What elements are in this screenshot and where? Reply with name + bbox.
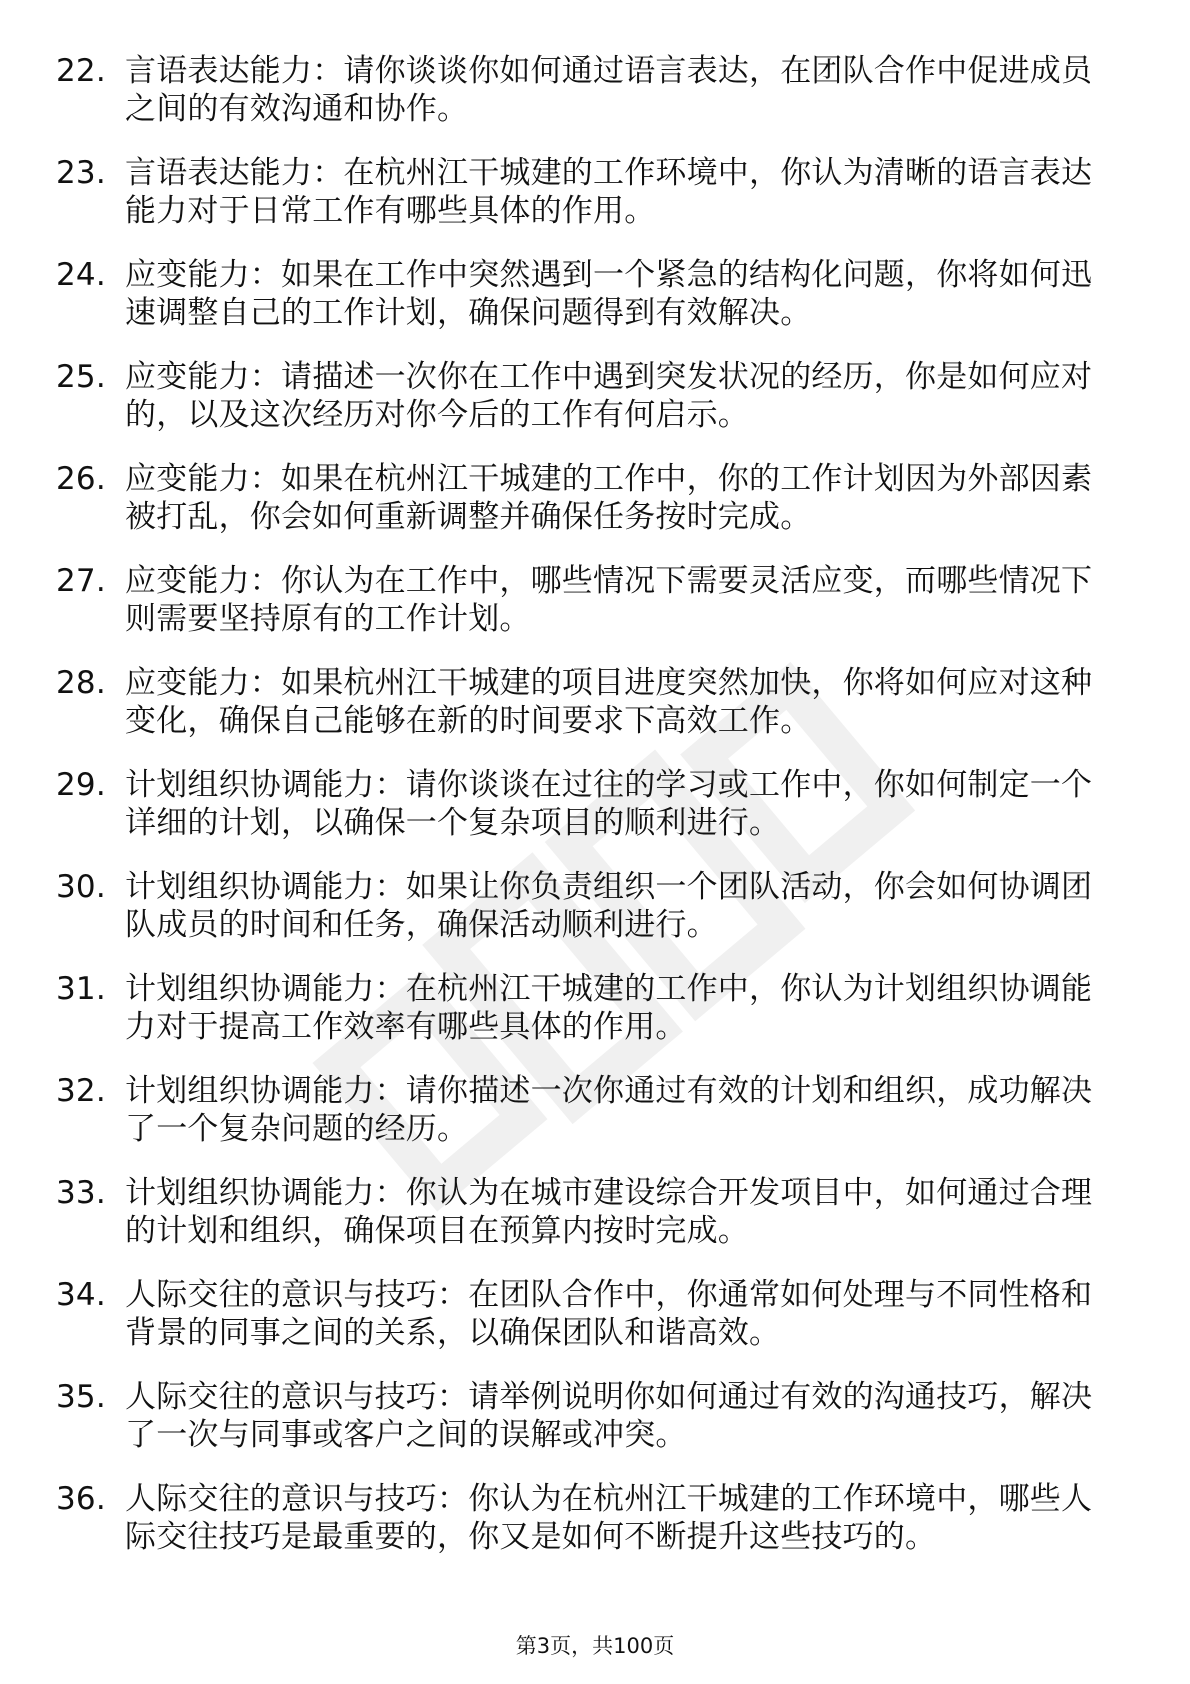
question-text: 应变能力：如果在工作中突然遇到一个紧急的结构化问题，你将如何迅速调整自己的工作计划，确保问题得到有效解决。 — [125, 257, 1093, 331]
question-number: 32. — [56, 1073, 106, 1109]
list-item — [56, 358, 1116, 434]
question-text: 应变能力：如果杭州江干城建的项目进度突然加快，你将如何应对这种变化，确保自己能够在新的时间要求下高效工作。 — [125, 665, 1093, 739]
list-item — [56, 1480, 1116, 1556]
list-item — [56, 154, 1116, 230]
question-number: 22. — [56, 53, 106, 89]
question-number: 30. — [56, 869, 106, 905]
question-text: 应变能力：你认为在工作中，哪些情况下需要灵活应变，而哪些情况下则需要坚持原有的工作计划。 — [125, 563, 1093, 637]
question-text: 计划组织协调能力：请你谈谈在过往的学习或工作中，你如何制定一个详细的计划，以确保一个复杂项目的顺利进行。 — [125, 767, 1093, 841]
question-number: 26. — [56, 461, 106, 497]
question-text: 计划组织协调能力：在杭州江干城建的工作中，你认为计划组织协调能力对于提高工作效率有哪些具体的作用。 — [125, 971, 1093, 1045]
question-number: 34. — [56, 1277, 106, 1313]
list-item — [56, 256, 1116, 332]
question-text: 言语表达能力：请你谈谈你如何通过语言表达，在团队合作中促进成员之间的有效沟通和协作。 — [125, 53, 1093, 127]
list-item — [56, 562, 1116, 638]
list-item — [56, 52, 1116, 128]
question-text: 应变能力：如果在杭州江干城建的工作中，你的工作计划因为外部因素被打乱，你会如何重新调整并确保任务按时完成。 — [125, 461, 1093, 535]
list-item — [56, 1276, 1116, 1352]
list-item — [56, 460, 1116, 536]
question-text: 计划组织协调能力：如果让你负责组织一个团队活动，你会如何协调团队成员的时间和任务，确保活动顺利进行。 — [125, 869, 1093, 943]
question-text: 人际交往的意识与技巧：在团队合作中，你通常如何处理与不同性格和背景的同事之间的关系，以确保团队和谐高效。 — [125, 1277, 1093, 1351]
list-item — [56, 868, 1116, 944]
question-text: 应变能力：请描述一次你在工作中遇到突发状况的经历，你是如何应对的，以及这次经历对你今后的工作有何启示。 — [125, 359, 1093, 433]
question-number: 33. — [56, 1175, 106, 1211]
page-footer-label: 第3页，共100页 — [515, 1634, 675, 1658]
list-item — [56, 664, 1116, 740]
question-number: 23. — [56, 155, 106, 191]
question-number: 27. — [56, 563, 106, 599]
question-number: 25. — [56, 359, 106, 395]
question-text: 计划组织协调能力：请你描述一次你通过有效的计划和组织，成功解决了一个复杂问题的经历。 — [125, 1073, 1093, 1147]
question-list — [56, 52, 1116, 1582]
question-number: 36. — [56, 1481, 106, 1517]
list-item — [56, 1072, 1116, 1148]
list-item — [56, 766, 1116, 842]
question-text: 言语表达能力：在杭州江干城建的工作环境中，你认为清晰的语言表达能力对于日常工作有哪些具体的作用。 — [125, 155, 1093, 229]
question-number: 29. — [56, 767, 106, 803]
question-text: 人际交往的意识与技巧：请举例说明你如何通过有效的沟通技巧，解决了一次与同事或客户之间的误解或冲突。 — [125, 1379, 1093, 1453]
question-number: 35. — [56, 1379, 106, 1415]
question-text: 人际交往的意识与技巧：你认为在杭州江干城建的工作环境中，哪些人际交往技巧是最重要的，你又是如何不断提升这些技巧的。 — [125, 1481, 1093, 1555]
list-item — [56, 1378, 1116, 1454]
question-number: 31. — [56, 971, 106, 1007]
question-text: 计划组织协调能力：你认为在城市建设综合开发项目中，如何通过合理的计划和组织，确保项目在预算内按时完成。 — [125, 1175, 1093, 1249]
list-item — [56, 970, 1116, 1046]
question-number: 24. — [56, 257, 106, 293]
question-number: 28. — [56, 665, 106, 701]
list-item — [56, 1174, 1116, 1250]
